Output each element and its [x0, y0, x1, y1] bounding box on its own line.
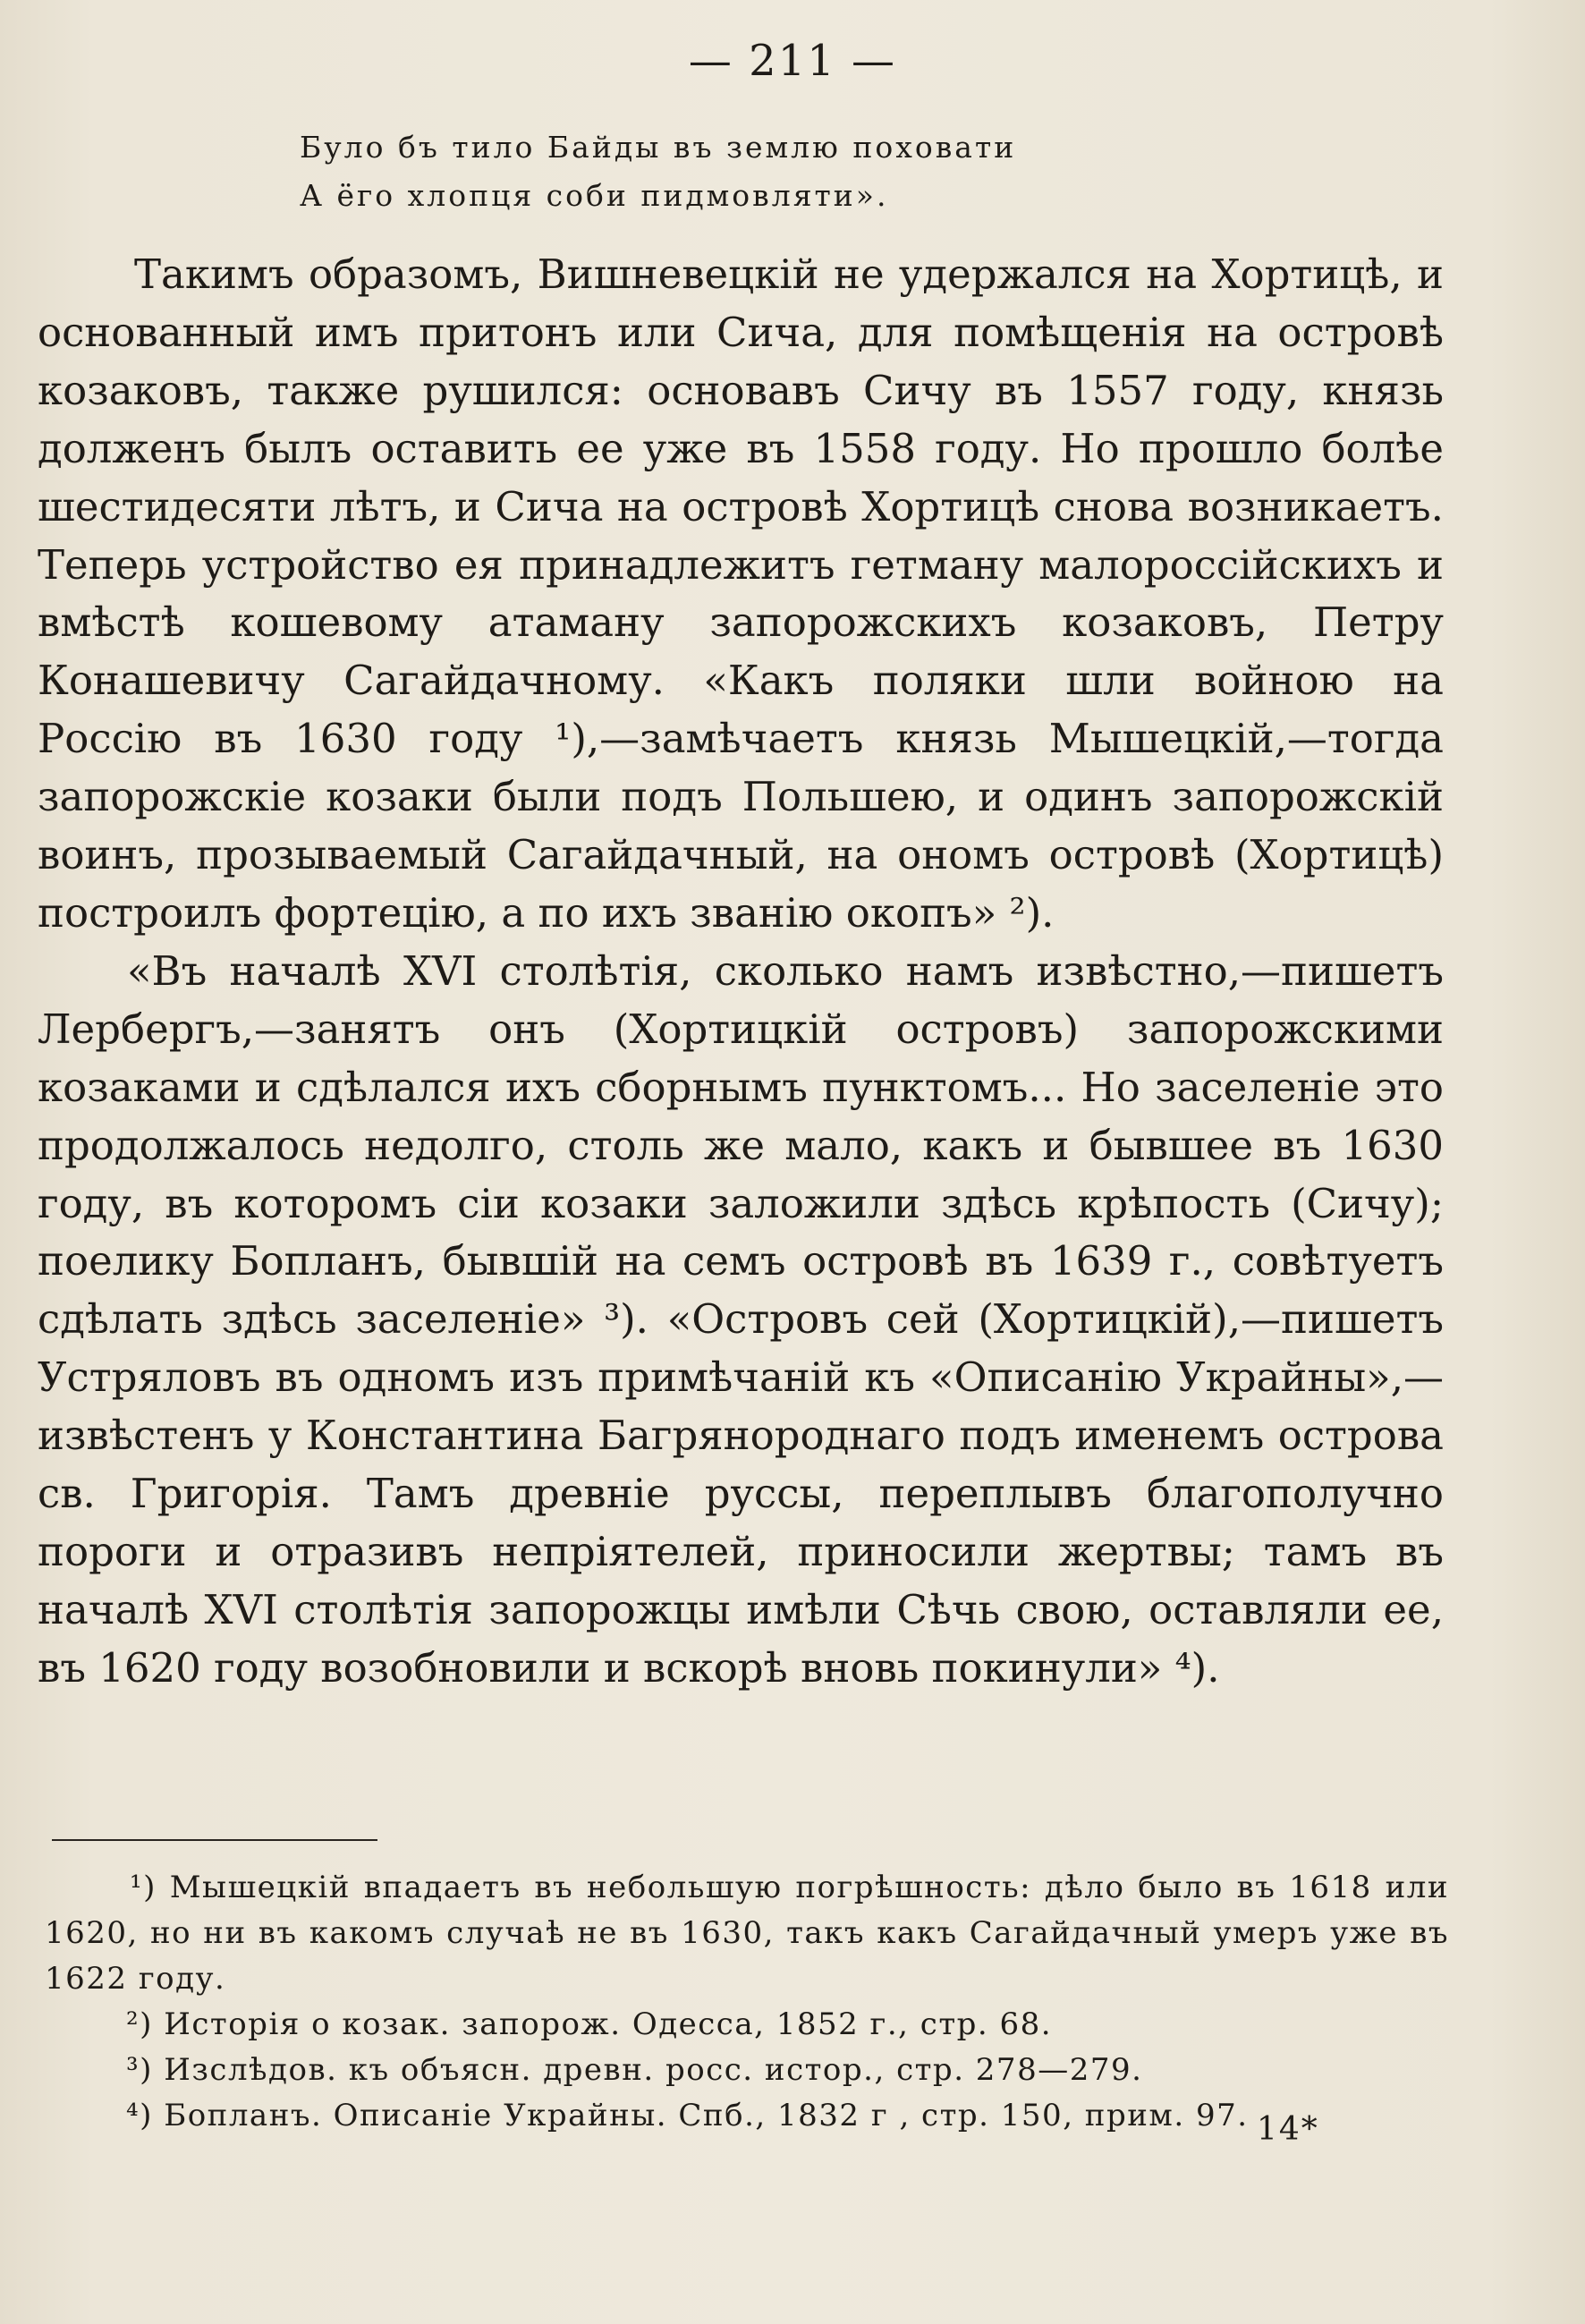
footnote-divider: [52, 1839, 377, 1841]
paragraph: Такимъ образомъ, Вишневецкій не удержался на Хортицѣ, и основанный имъ притонъ или Сича, для помѣщенія на островѣ козаковъ, также рушился: основавъ Сичу въ 1557 году, князь долженъ былъ оставить ее уже въ 1558 году. Но прошло болѣе шестидесяти лѣтъ, и Сича на островѣ Хортицѣ снова возникаетъ. Теперь устройство ея принадлежитъ гетману малороссійскихъ и вмѣстѣ кошевому атаману запорожскихъ козаковъ, Петру Конашевичу Сагайдачному. «Какъ поляки шли войною на Россію въ 1630 году ¹),—замѣчаетъ князь Мышецкій,—тогда запорожскіе козаки были подъ Польшею, и одинъ запорожскій воинъ, прозываемый Сагайдачный, на ономъ островѣ (Хортицѣ) построилъ фортецію, а по ихъ званію окопъ» ²).: [38, 250, 1444, 937]
verse-quote: [300, 123, 1194, 220]
main-text: [38, 246, 1444, 1698]
paragraph: «Въ началѣ XVI столѣтія, сколько намъ извѣстно,—пишетъ Лербергъ,—занятъ онъ (Хортицкій островъ) запорожскими козаками и сдѣлался ихъ сборнымъ пунктомъ... Но заселеніе это продолжалось недолго, столь же мало, какъ и бывшее въ 1630 году, въ которомъ сіи козаки заложили здѣсь крѣпость (Сичу); поелику Бопланъ, бывшій на семъ островѣ въ 1639 г., совѣтуетъ сдѣлать здѣсь заселеніе» ³). «Островъ сей (Хортицкій),—пишетъ Устряловъ въ одномъ изъ примѣчаній къ «Описанію Украйны»,—извѣстенъ у Константина Багрянороднаго подъ именемъ острова св. Григорія. Тамъ древніе руссы, переплывъ благополучно пороги и отразивъ непріятелей, приносили жертвы; тамъ въ началѣ XVI столѣтія запорожцы имѣли Сѣчь свою, оставляли ее, въ 1620 году возобновили и вскорѣ вновь покинули» ⁴).: [38, 946, 1444, 1692]
footnotes: [45, 1865, 1449, 2139]
footnote: ⁴) Бопланъ. Описаніе Украйны. Спб., 1832 г , стр. 150, прим. 97.: [126, 2098, 1249, 2133]
footnote: ¹) Мышецкій впадаетъ въ небольшую погрѣшность: дѣло было въ 1618 или 1620, но ни въ какомъ случаѣ не въ 1630, такъ какъ Сагайдачный умеръ уже въ 1622 году.: [45, 1870, 1449, 1997]
verse-line: А ёго хлопця соби пидмовляти».: [300, 178, 889, 213]
printer-signature-mark: 14*: [1257, 2111, 1319, 2148]
footnote: ²) Исторія о козак. запорож. Одесса, 1852 г., стр. 68.: [126, 2006, 1053, 2042]
page-number: — 211 —: [688, 36, 897, 86]
footnote: ³) Изслѣдов. къ объясн. древн. росс. истор., стр. 278—279.: [126, 2052, 1143, 2088]
verse-line: Було бъ тило Байды въ землю поховати: [300, 130, 1017, 165]
